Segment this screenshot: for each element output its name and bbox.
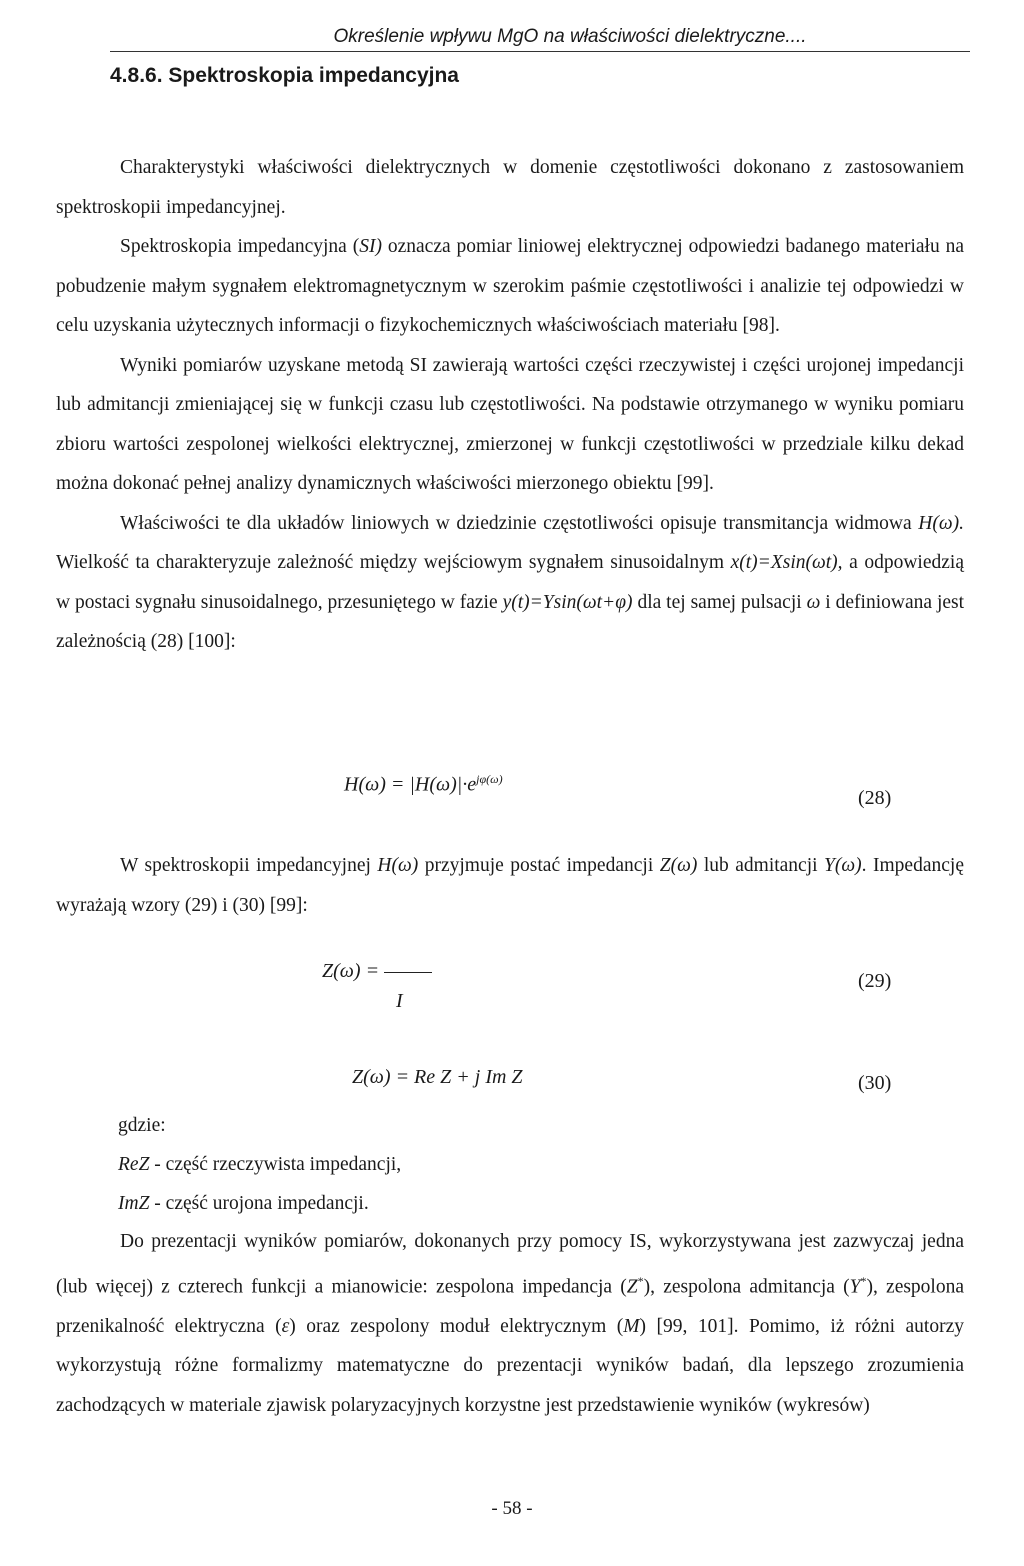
p4-text-d: dla tej samej pulsacji — [632, 591, 807, 613]
paragraph-2 — [56, 227, 964, 346]
page-number: - 58 - — [491, 1498, 533, 1519]
p6-z: Z — [626, 1276, 638, 1297]
p6-eps: ε — [281, 1315, 290, 1337]
p4-text-b: Wielkość ta charakteryzuje zależność między wejściowym sygnałem sinusoidalnym — [56, 552, 731, 573]
p6-text-b: ), zespolona admitancja ( — [643, 1276, 850, 1297]
p2-text-b: oznacza pomiar liniowej elektrycznej odpowiedzi badanego materiału na pobudzenie małym sygnałem elektromagnetycznym w szerokim paśmie częstotliwości i analizie tej odpowiedzi w celu uzyskania użytecznych informacji o fizykochemicznych właściwościach materiału [98]. — [56, 236, 964, 336]
text-block-middle — [56, 846, 964, 925]
where-label: gdzie: — [118, 1115, 166, 1136]
p4-text-e: i definiowana jest zależnością (28) [100]: — [56, 591, 965, 652]
p6-text-c: ), zespolona przenikalność elektryczna ( — [56, 1276, 965, 1337]
p4-h: H(ω). — [918, 512, 964, 534]
p6-text-e: ) [99, 101]. Pomimo, iż różni autorzy wykorzystują różne formalizmy matematyczne do prezentacji wyników badań, dla lepszego zrozumienia zachodzących w materiale zjawisk polaryzacyjnych korzystne jest przedstawienie wyników (wykresów) — [56, 1315, 964, 1416]
equation-29 — [322, 960, 432, 983]
where-re — [118, 1145, 401, 1184]
text-block-top — [56, 148, 964, 662]
p5-text-d: . Impedancję wyrażają wzory (29) i (30) [99]: — [56, 855, 964, 916]
eq29-fraction-line — [384, 972, 432, 973]
im-description: - część urojona impedancji. — [149, 1193, 369, 1214]
p4-y: y(t)=Ysin(ωt+φ) — [502, 591, 633, 613]
p4-text-c: a odpowiedzią w postaci sygnału sinusoidalnego, przesuniętego w fazie — [56, 552, 964, 613]
im-symbol: ImZ — [118, 1193, 150, 1214]
eq28-sup: jφ(ω) — [476, 772, 503, 786]
p5-z: Z(ω) — [659, 855, 698, 876]
running-head: Określenie wpływu MgO na właściwości dielektryczne.... — [333, 26, 807, 47]
equation-29-number: (29) — [858, 970, 892, 992]
p5-text-a: W spektroskopii impedancyjnej — [120, 855, 378, 876]
paragraph-1: Charakterystyki właściwości dielektrycznych w domenie częstotliwości dokonano z zastosowaniem spektroskopii impedancyjnej. — [56, 157, 964, 218]
equation-28-number: (28) — [858, 787, 892, 809]
p6-m: M — [623, 1315, 640, 1337]
where-im — [118, 1184, 401, 1223]
equation-30: Z(ω) = Re Z + j Im Z — [352, 1066, 523, 1088]
p4-x: x(t)=Xsin(ωt), — [730, 552, 843, 573]
p6-y-star: * — [860, 1273, 867, 1288]
p5-y: Y(ω) — [824, 855, 862, 876]
p5-text-b: przyjmuje postać impedancji — [418, 855, 660, 876]
equation-30-number: (30) — [858, 1072, 892, 1094]
p6-text-a: Do prezentacji wyników pomiarów, dokonanych przy pomocy IS, wykorzystywana jest zazwyczaj jedna (lub więcej) z czterech funkcji a mianowicie: zespolona impedancja ( — [56, 1231, 964, 1297]
re-symbol: ReZ — [118, 1154, 150, 1175]
p2-abbr: SI) — [359, 236, 382, 257]
eq29-denominator: I — [396, 990, 403, 1012]
section-title: 4.8.6. Spektroskopia impedancyjna — [110, 64, 459, 87]
p5-h: H(ω) — [377, 855, 419, 876]
p4-text-a: Właściwości te dla układów liniowych w dziedzinie częstotliwości opisuje transmitancja widmowa — [120, 512, 919, 534]
p2-text-a: Spektroskopia impedancyjna ( — [120, 236, 360, 257]
text-block-bottom — [56, 1222, 964, 1425]
p4-omega: ω — [806, 591, 821, 613]
p5-text-c: lub admitancji — [697, 855, 825, 876]
eq29-lhs: Z(ω) = — [322, 960, 380, 982]
p6-text-d: ) oraz zespolony moduł elektrycznym ( — [289, 1315, 624, 1337]
paragraph-4 — [56, 504, 964, 662]
eq28-lhs: H(ω) = |H(ω)|·e — [344, 773, 477, 796]
head-rule — [110, 51, 970, 52]
paragraph-3: Wyniki pomiarów uzyskane metodą SI zawierają wartości części rzeczywistej i części urojonej impedancji lub admitancji zmieniającej się w funkcji czasu lub częstotliwości. Na podstawie otrzymanego w wyniku pomiaru zbioru wartości zespolonej wielkości elektrycznej, zmierzonej w funkcji częstotliwości w przedziale kilku dekad można dokonać pełnej analizy dynamicznych właściwości mierzonego obiektu [99]. — [56, 354, 964, 494]
equation-28 — [344, 772, 503, 797]
where-block — [118, 1106, 401, 1223]
p6-z-star: * — [637, 1273, 644, 1288]
re-description: - część rzeczywista impedancji, — [149, 1154, 402, 1175]
paragraph-5 — [56, 846, 964, 925]
p6-y: Y — [849, 1276, 861, 1297]
paragraph-6 — [56, 1222, 964, 1425]
